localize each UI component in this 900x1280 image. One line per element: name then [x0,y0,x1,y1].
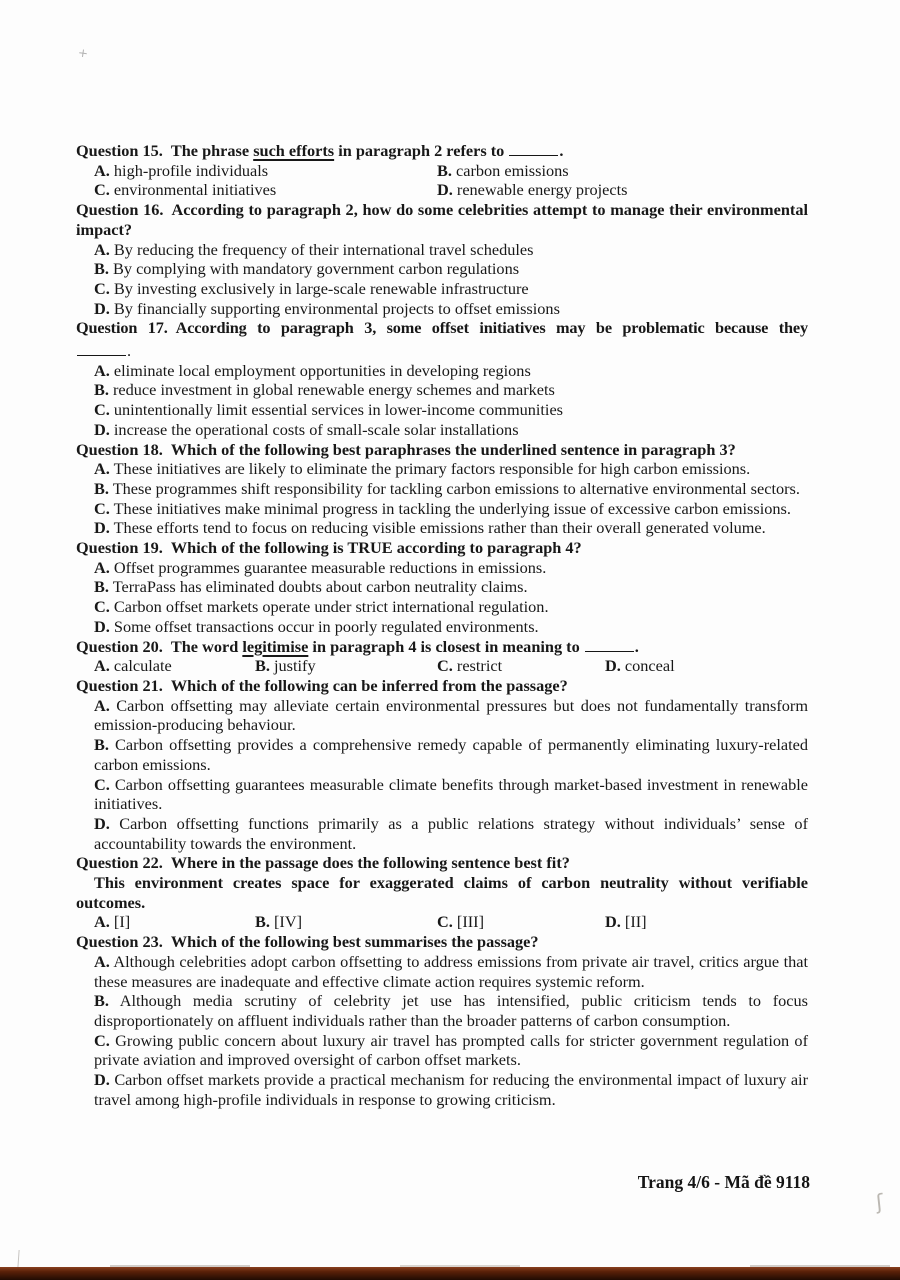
question-15 [76,141,808,200]
option-letter: A. [94,912,110,932]
option-C: C. unintentionally limit essential services in lower-income communities [94,400,564,420]
options [76,240,808,319]
option-letter: C. [94,1030,110,1050]
option-D: D. These efforts tend to focus on reducing visible emissions rather than their overall generated volume. [94,518,766,538]
option-A: A. By reducing the frequency of their international travel schedules [94,239,534,259]
option-letter: B. [255,912,270,932]
option-A: A. These initiatives are likely to eliminate the primary factors responsible for high carbon emissions. [94,459,751,479]
question-22 [76,853,808,932]
option-C: C. These initiatives make minimal progress in tackling the underlying issue of excessive carbon emissions. [94,498,791,518]
option-D: D. By financially supporting environmental projects to offset emissions [94,298,560,318]
question-number: Question 15. [76,141,163,160]
prompt-text: Which of the following best summarises the passage? [170,932,539,952]
option-letter: A. [94,360,110,380]
scan-edge-bar [0,1267,900,1280]
prompt-text: Where in the passage does the following sentence best fit? [170,853,570,873]
option-A: A. [I] [94,912,131,932]
option-letter: A. [94,656,110,676]
scan-speck-artifact: + [77,45,89,61]
option-A: A. eliminate local employment opportunities in developing regions [94,360,531,380]
option-B: B. justify [255,656,316,676]
question-number: Question 16. [76,200,164,220]
option-B: B. Although media scrutiny of celebrity jet use has intensified, public criticism tends to focus disproportionately on affluent individuals rather than the broader patterns of carbon consumption. [94,991,808,1030]
underlined-term: such efforts [253,141,335,160]
option-letter: D. [94,518,110,538]
question-19 [76,538,808,637]
option-B: B. Carbon offsetting provides a comprehensive remedy capable of permanently eliminating luxury-related carbon emissions. [94,735,808,774]
option-letter: D. [437,180,453,200]
option-letter: B. [94,577,109,597]
question-heading [76,676,808,696]
option-letter: D. [94,298,110,318]
option-B: B. TerraPass has eliminated doubts about carbon neutrality claims. [94,577,528,597]
prompt-text: Which of the following is TRUE according to paragraph 4? [170,538,582,558]
options [76,558,808,637]
option-A: A. Although celebrities adopt carbon offsetting to address emissions from private air travel, critics argue that these measures are inadequate and effective climate action requires systemic reform. [94,951,808,991]
option-letter: C. [437,656,453,676]
option-letter: C. [94,278,110,298]
option-A: A. Carbon offsetting may alleviate certain environmental pressures but does not fundamentally transform emission-producing behaviour. [94,695,808,735]
option-letter: C. [437,912,453,932]
options [76,459,808,538]
question-number: Question 21. [76,675,163,695]
question-18 [76,440,808,539]
option-C: C. Carbon offset markets operate under strict international regulation. [94,597,549,617]
option-letter: B. [94,259,109,279]
question-heading [76,318,808,338]
question-number: Question 19. [76,538,163,558]
prompt-text: . [559,141,564,160]
option-D: D. [II] [605,912,647,932]
scan-squiggle-artifact: ʃ [874,1189,885,1215]
option-letter: D. [94,813,110,833]
options [94,912,808,932]
option-letter: A. [94,557,110,577]
answer-blank [509,143,558,156]
option-letter: B. [437,160,452,180]
prompt-text: in paragraph 2 refers to [334,141,509,160]
page-footer [76,1172,810,1193]
question-16 [76,200,808,318]
option-D: D. Carbon offset markets provide a practical mechanism for reducing the environmental impact of luxury air travel among high-profile individuals in response to growing criticism. [94,1070,808,1109]
option-D: D. increase the operational costs of small-scale solar installations [94,419,519,439]
option-letter: A. [94,695,110,715]
prompt-text: According to paragraph 3, some offset initiatives may be problematic because they [175,318,808,338]
option-C: C. restrict [437,656,503,676]
option-B: B. reduce investment in global renewable energy schemes and markets [94,380,555,400]
prompt-text: The phrase [170,141,254,160]
option-letter: A. [94,239,110,259]
options [76,952,808,1110]
prompt-text: The word [170,636,243,656]
question-heading [76,440,808,460]
option-letter: B. [94,735,109,755]
option-A: A. high-profile individuals [94,160,269,180]
option-A: A. calculate [94,656,172,676]
option-letter: B. [94,478,109,498]
option-B: B. carbon emissions [437,160,569,180]
option-D: D. Carbon offsetting functions primarily as a public relations strategy without individuals’ sense of accountability towards the environment. [94,813,808,853]
option-letter: D. [94,419,110,439]
option-letter: D. [605,656,621,676]
option-letter: C. [94,180,110,200]
prompt-text: . [634,636,639,656]
option-letter: C. [94,774,110,794]
prompt-text: Which of the following best paraphrases the underlined sentence in paragraph 3? [170,439,736,459]
prompt-text: According to paragraph 2, how do some celebrities attempt to manage their environmental impact? [76,200,808,239]
option-D: D. Some offset transactions occur in poorly regulated environments. [94,616,539,636]
option-letter: B. [94,380,109,400]
question-23 [76,932,808,1109]
question-number: Question 22. [76,853,163,873]
question-heading [76,932,808,952]
option-letter: A. [94,459,110,479]
question-heading [76,637,808,657]
options [76,361,808,440]
option-C: C. Growing public concern about luxury air travel has prompted calls for stricter government regulation of private aviation and improved oversight of carbon offset markets. [94,1030,808,1070]
options [94,161,808,200]
option-B: B. By complying with mandatory government carbon regulations [94,259,520,279]
options [76,696,808,854]
option-C: C. Carbon offsetting guarantees measurable climate benefits through market-based investment in renewable initiatives. [94,774,808,814]
option-D: D. renewable energy projects [437,180,628,200]
option-C: C. By investing exclusively in large-scale renewable infrastructure [94,278,529,298]
question-17 [76,318,808,439]
blank-period: . [127,341,132,361]
question-number: Question 18. [76,439,163,459]
question-heading [76,853,808,873]
prompt-text: Which of the following can be inferred from the passage? [170,675,568,695]
option-letter: B. [94,991,109,1011]
question-21 [76,676,808,853]
option-A: A. Offset programmes guarantee measurable reductions in emissions. [94,557,547,577]
option-letter: C. [94,400,110,420]
fit-sentence: This environment creates space for exaggerated claims of carbon neutrality without verifiable outcomes. [76,873,808,912]
option-letter: C. [94,597,110,617]
option-D: D. conceal [605,656,675,676]
question-heading [76,538,808,558]
questions [76,141,808,1109]
underlined-term: legitimise [242,636,309,656]
standalone-blank-line [76,341,808,361]
answer-blank [585,639,634,652]
option-letter: C. [94,498,110,518]
question-heading [76,141,808,161]
option-C: C. environmental initiatives [94,180,277,200]
question-20 [76,637,808,676]
option-letter: A. [94,160,110,180]
footer-page-label: Trang 4/6 - Mã đề 9118 [637,1172,810,1192]
option-letter: D. [605,912,621,932]
question-number: Question 23. [76,932,163,952]
answer-blank [77,343,126,356]
option-C: C. [III] [437,912,485,932]
question-heading [76,200,808,239]
question-number: Question 17. [76,318,168,338]
option-B: B. [IV] [255,912,303,932]
option-letter: D. [94,1070,110,1090]
question-number: Question 20. [76,636,163,656]
option-B: B. These programmes shift responsibility for tackling carbon emissions to alternative environmental sectors. [94,478,800,498]
option-letter: A. [94,951,110,971]
option-letter: D. [94,616,110,636]
option-letter: B. [255,656,270,676]
prompt-text: in paragraph 4 is closest in meaning to [308,636,584,656]
options [94,656,808,676]
